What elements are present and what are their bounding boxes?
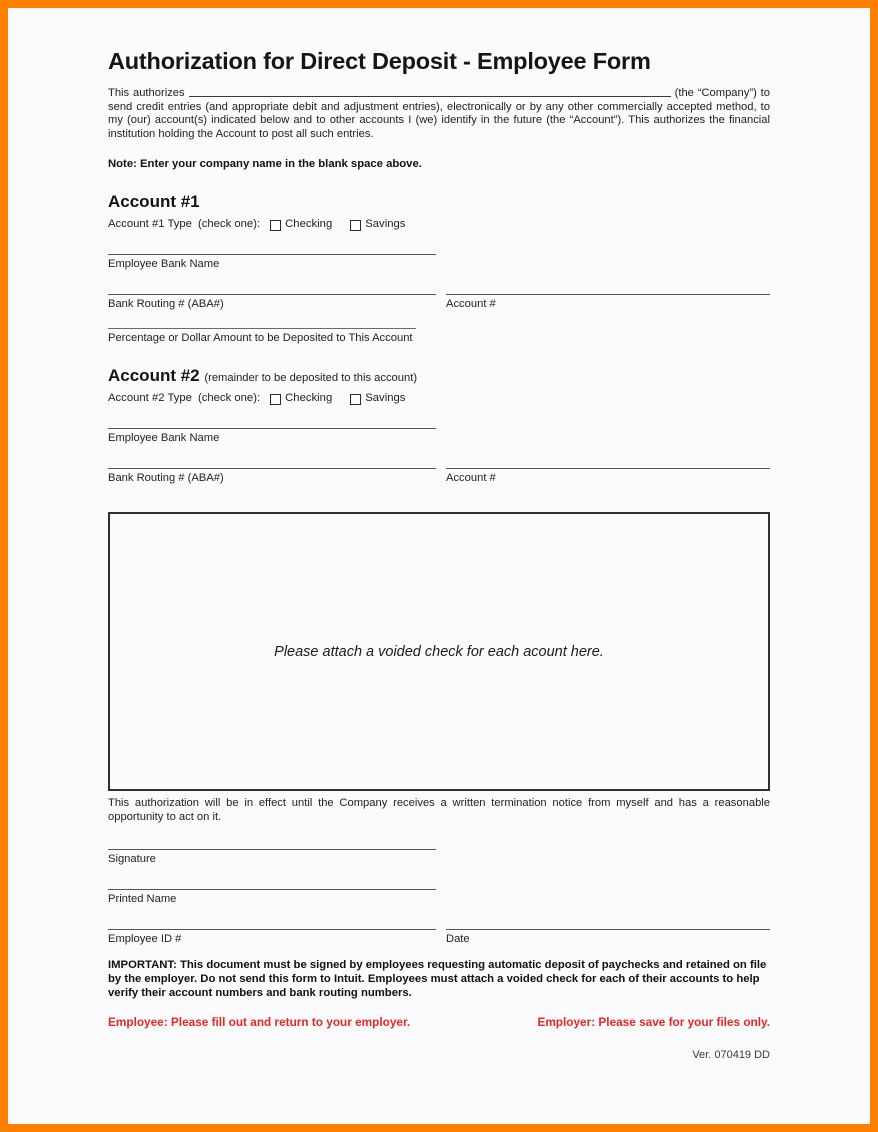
account1-type-row bbox=[108, 218, 770, 230]
account1-routing-field[interactable] bbox=[108, 294, 436, 310]
important-notice: IMPORTANT: This document must be signed by employees requesting automatic deposit of paychecks and retained on file by the employer. Do not send this form to Intuit. Employees must attach a voided check for each of their accounts to help verify their account numbers and bank routing numbers. bbox=[108, 958, 767, 999]
account1-amount-label: Percentage or Dollar Amount to be Deposited to This Account bbox=[108, 332, 413, 345]
account2-savings-checkbox[interactable] bbox=[350, 394, 361, 405]
account1-bank-name-label: Employee Bank Name bbox=[108, 258, 220, 271]
account2-routing-row bbox=[108, 468, 770, 484]
voided-check-dropzone[interactable] bbox=[108, 512, 770, 791]
intro-body: to send credit entries (and appropriate debit and adjustment entries), electronically or by any other commercially accepted method, to my (our) account(s) indicated below and to other accounts I (we) identify in the future (the “Account”). This authorizes the financial institution holding the Account to post all such entries. bbox=[108, 87, 770, 140]
signature-label: Signature bbox=[108, 852, 156, 865]
intro-paragraph bbox=[108, 85, 770, 141]
page-title: Authorization for Direct Deposit - Employee Form bbox=[108, 48, 651, 74]
account2-heading-note: (remainder to be deposited to this account) bbox=[204, 372, 418, 385]
account2-account-number-field[interactable] bbox=[446, 468, 770, 484]
account2-routing-label: Bank Routing # (ABA#) bbox=[108, 472, 224, 485]
date-field[interactable] bbox=[446, 929, 770, 945]
intro-lead: This authorizes bbox=[108, 87, 185, 99]
account1-amount-field[interactable] bbox=[108, 328, 416, 344]
printed-name-label: Printed Name bbox=[108, 892, 177, 905]
account1-account-number-field[interactable] bbox=[446, 294, 770, 310]
version-label: Ver. 070419 DD bbox=[692, 1049, 770, 1062]
account1-type-label: Account #1 Type bbox=[108, 218, 192, 231]
printed-name-field[interactable] bbox=[108, 889, 436, 905]
employee-notice: Employee: Please fill out and return to your employer. bbox=[108, 1015, 411, 1030]
account1-account-number-label: Account # bbox=[446, 298, 496, 311]
employee-id-date-row bbox=[108, 929, 770, 945]
voided-check-instruction: Please attach a voided check for each acount here. bbox=[274, 643, 604, 660]
account2-routing-field[interactable] bbox=[108, 468, 436, 484]
account2-savings-label: Savings bbox=[365, 392, 406, 405]
company-name-blank[interactable] bbox=[189, 85, 671, 97]
termination-clause: This authorization will be in effect until the Company receives a written termination notice from myself and has a reasonable opportunity to act on it. bbox=[108, 797, 770, 824]
account2-checking-checkbox[interactable] bbox=[270, 394, 281, 405]
account2-bank-name-field[interactable] bbox=[108, 428, 436, 444]
account1-checking-checkbox[interactable] bbox=[270, 220, 281, 231]
employee-id-label: Employee ID # bbox=[108, 932, 182, 945]
date-label: Date bbox=[446, 932, 470, 945]
account1-routing-row bbox=[108, 294, 770, 310]
account2-account-number-label: Account # bbox=[446, 472, 496, 485]
account1-checking-label: Checking bbox=[285, 218, 333, 231]
employer-notice: Employer: Please save for your files only. bbox=[537, 1015, 770, 1030]
form-sheet bbox=[8, 8, 870, 1124]
form-content bbox=[108, 48, 770, 1061]
account2-type-row bbox=[108, 392, 770, 404]
account2-type-label: Account #2 Type bbox=[108, 392, 192, 405]
account1-check-one-label: (check one): bbox=[197, 218, 261, 231]
account1-bank-name-field[interactable] bbox=[108, 254, 436, 270]
employee-id-field[interactable] bbox=[108, 929, 436, 945]
note-text: Note: Enter your company name in the blank space above. bbox=[108, 158, 422, 171]
account2-heading-text: Account #2 bbox=[108, 366, 200, 386]
account2-check-one-label: (check one): bbox=[197, 392, 261, 405]
account2-heading bbox=[108, 366, 770, 386]
account2-bank-name-label: Employee Bank Name bbox=[108, 432, 220, 445]
account1-routing-label: Bank Routing # (ABA#) bbox=[108, 298, 224, 311]
intro-company-suffix: (the “Company”) bbox=[674, 87, 757, 99]
signature-field[interactable] bbox=[108, 849, 436, 865]
distribution-notice-row bbox=[108, 1015, 770, 1029]
account1-heading: Account #1 bbox=[108, 192, 200, 212]
account1-savings-label: Savings bbox=[365, 218, 406, 231]
account1-savings-checkbox[interactable] bbox=[350, 220, 361, 231]
account2-checking-label: Checking bbox=[285, 392, 333, 405]
